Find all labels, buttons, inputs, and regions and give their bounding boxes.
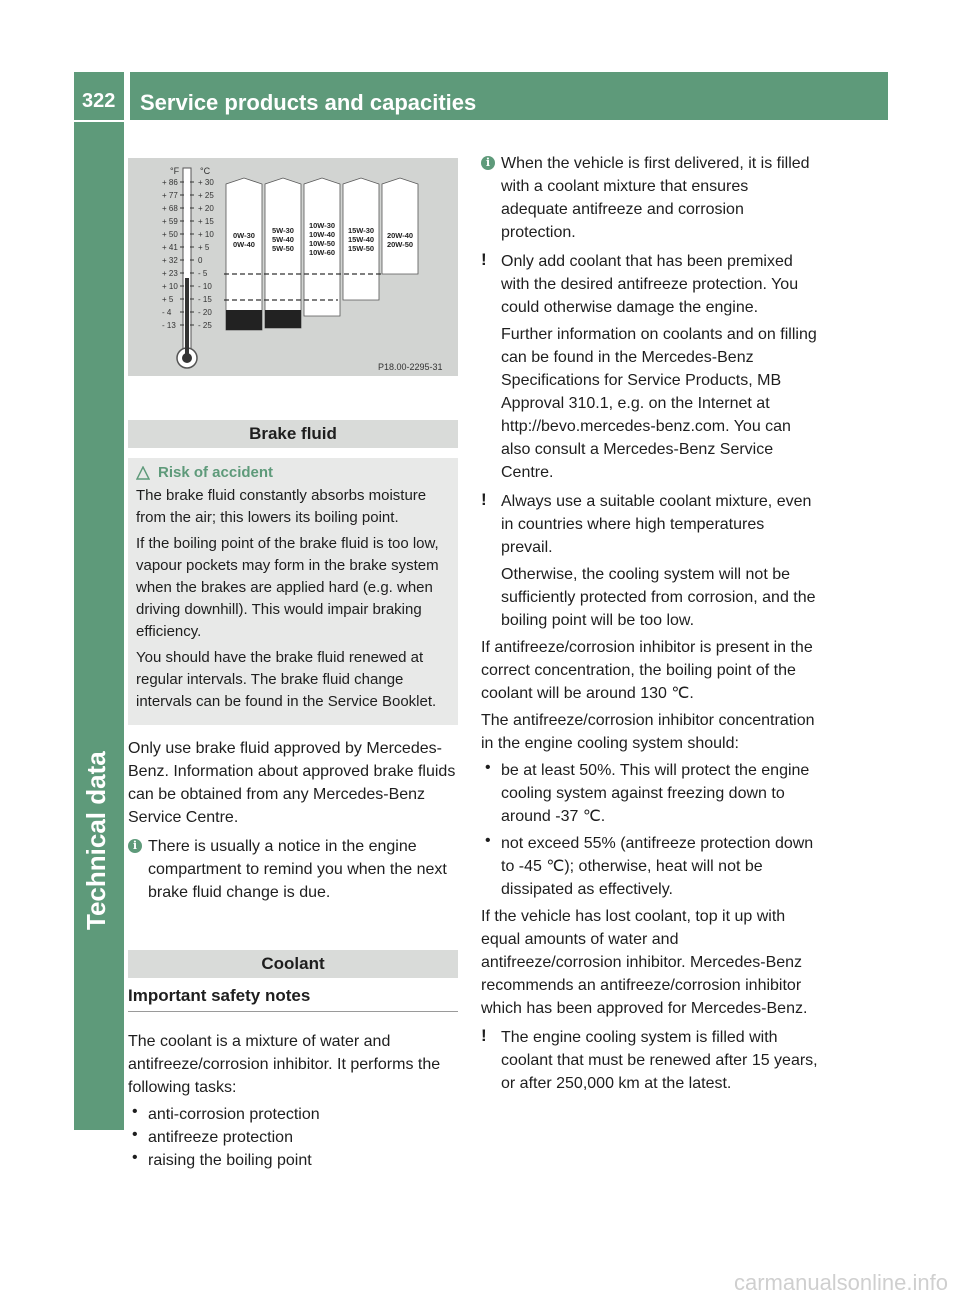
page-title: Service products and capacities: [140, 90, 477, 115]
grade-label: 10W-40: [308, 230, 336, 239]
page-number: 322: [82, 90, 116, 112]
page-number-box: [74, 72, 124, 120]
f-tick-label: - 13: [162, 321, 176, 330]
list-item-text: raising the boiling point: [148, 1152, 312, 1169]
figure-ref: P18.00-2295-31: [378, 362, 443, 372]
list-item-text: anti-corrosion protection: [148, 1106, 320, 1123]
grade-label: 10W-60: [308, 248, 336, 257]
f-tick-label: + 5: [162, 295, 174, 304]
f-tick-label: + 68: [162, 204, 178, 213]
boiling-point-paragraph: If antifreeze/corrosion inhibitor is present in the correct concentration, the boiling point of the coolant will be around 130 ℃.: [481, 639, 813, 702]
list-item-text: antifreeze protection: [148, 1129, 293, 1146]
c-tick-label: - 20: [198, 308, 212, 317]
caution-text: The engine cooling system is filled with coolant that must be renewed after 15 years, or after 250,000 km at the latest.: [501, 1029, 818, 1092]
grade-label: 5W-50: [272, 244, 294, 253]
grade-label: 20W-50: [386, 240, 414, 249]
coolant-heading-bar: [128, 950, 458, 978]
f-tick-label: + 86: [162, 178, 178, 187]
right-column: [481, 152, 819, 1095]
viscosity-chart: [128, 158, 458, 376]
brake-fluid-heading: Brake fluid: [249, 424, 337, 443]
watermark: carmanualsonline.info: [733, 1270, 948, 1295]
exclamation-icon: !: [481, 490, 487, 509]
list-item: • raising the boiling point: [128, 1149, 458, 1172]
top-up-paragraph: If the vehicle has lost coolant, top it up with equal amounts of water and antifreeze/corrosion inhibitor. Mercedes-Benz recommends an antifreeze/corrosion inhibitor which has been approved for Mercedes-Benz.: [481, 908, 808, 1017]
caution-more-text: Further information on coolants and on filling can be found in the Mercedes-Benz Specifications for Service Products, MB Approval 310.1, e.g. on the Internet at http://bevo.mercedes-benz.com. You can also consult a Mercedes-Benz Service Centre.: [501, 326, 817, 481]
coolant-subheading: Important safety notes: [128, 986, 311, 1005]
brake-info-note: [128, 835, 458, 904]
grade-bar: [382, 178, 418, 274]
list-item: • antifreeze protection: [128, 1126, 458, 1149]
celsius-scale: [190, 178, 214, 330]
header-bar: [130, 72, 888, 120]
f-tick-label: + 32: [162, 256, 178, 265]
thermometer-level: [185, 278, 189, 354]
c-tick-label: + 30: [198, 178, 214, 187]
f-tick-label: + 77: [162, 191, 178, 200]
caution-text: Only add coolant that has been premixed with the desired antifreeze protection. You could otherwise damage the engine.: [501, 253, 799, 316]
grade-label: 10W-30: [308, 221, 336, 230]
info-note-text: When the vehicle is first delivered, it is filled with a coolant mixture that ensures adequate antifreeze and corrosion protection.: [501, 155, 810, 241]
list-item-text: be at least 50%. This will protect the engine cooling system against freezing down to around -37 ℃.: [501, 762, 810, 825]
c-tick-label: + 10: [198, 230, 214, 239]
info-icon: i: [481, 156, 495, 170]
c-tick-label: + 20: [198, 204, 214, 213]
info-icon: i: [128, 839, 142, 853]
brake-fluid-paragraph: Only use brake fluid approved by Mercedes-Benz. Information about approved brake fluids can be obtained from any Mercedes-Benz Service Centre.: [128, 740, 456, 826]
c-tick-label: + 5: [198, 243, 210, 252]
brake-note-text: There is usually a notice in the engine compartment to remind you when the next brake fluid change is due.: [148, 838, 447, 901]
grade-label: 15W-40: [347, 235, 375, 244]
caution-note: [481, 1026, 819, 1095]
warning-box: [128, 458, 458, 725]
task-list: [128, 1103, 458, 1172]
side-tab-label: Technical data: [81, 751, 111, 930]
side-tab: [74, 122, 124, 1130]
grade-label: 5W-30: [272, 226, 294, 235]
thermometer-bulb-fill: [182, 353, 192, 363]
grade-bar-low-fill: [226, 310, 262, 330]
info-note: [481, 152, 819, 244]
concentration-paragraph: The antifreeze/corrosion inhibitor concentration in the engine cooling system should:: [481, 712, 815, 752]
grade-label: 15W-50: [347, 244, 375, 253]
caution-text: Always use a suitable coolant mixture, even in countries where high temperatures prevail.: [501, 493, 812, 556]
exclamation-icon: !: [481, 250, 487, 269]
grade-bars: [226, 178, 418, 330]
warning-title-text: Risk of accident: [158, 464, 274, 481]
c-tick-label: - 10: [198, 282, 212, 291]
warning-triangle-icon: [136, 466, 150, 480]
c-tick-label: + 15: [198, 217, 214, 226]
grade-bar: [265, 178, 301, 328]
grade-bar: [226, 178, 262, 330]
grade-label: 20W-40: [386, 231, 414, 240]
f-tick-label: + 23: [162, 269, 178, 278]
warning-paragraph: You should have the brake fluid renewed at regular intervals. The brake fluid change intervals can be found in the Service Booklet.: [136, 649, 437, 710]
c-tick-label: + 25: [198, 191, 214, 200]
c-label: °C: [200, 166, 211, 176]
list-item-text: not exceed 55% (antifreeze protection down to -45 ℃); otherwise, heat will not be dissipated as effectively.: [501, 835, 814, 898]
warning-paragraph: If the boiling point of the brake fluid is too low, vapour pockets may form in the brake system when the brakes are applied hard (e.g. when driving downhill). This would impair braking efficiency.: [136, 535, 439, 640]
list-item: • be at least 50%. This will protect the engine cooling system against freezing down to around -37 ℃.: [481, 759, 819, 828]
coolant-heading: Coolant: [261, 954, 325, 973]
grade-label: 5W-40: [272, 235, 294, 244]
fahrenheit-scale: [162, 178, 184, 330]
warning-paragraph: The brake fluid constantly absorbs moisture from the air; this lowers its boiling point.: [136, 487, 427, 526]
grade-bar-low-fill: [265, 310, 301, 328]
c-tick-label: - 5: [198, 269, 208, 278]
f-tick-label: + 59: [162, 217, 178, 226]
c-tick-label: - 15: [198, 295, 212, 304]
caution-note: [481, 250, 819, 319]
f-label: °F: [170, 166, 180, 176]
brake-fluid-heading-bar: [128, 420, 458, 448]
exclamation-icon: !: [481, 1026, 487, 1045]
list-item: • anti-corrosion protection: [128, 1103, 458, 1126]
grade-label: 15W-30: [347, 226, 375, 235]
f-tick-label: + 41: [162, 243, 178, 252]
viscosity-chart-figure: [128, 158, 458, 376]
f-tick-label: + 50: [162, 230, 178, 239]
caution-note: [481, 490, 819, 559]
f-tick-label: - 4: [162, 308, 172, 317]
warning-title: [136, 464, 450, 481]
list-item: • not exceed 55% (antifreeze protection down to -45 ℃); otherwise, heat will not be dissipated as effectively.: [481, 832, 819, 901]
f-tick-label: + 10: [162, 282, 178, 291]
grade-label: 0W-30: [233, 231, 255, 240]
c-tick-label: 0: [198, 256, 203, 265]
coolant-intro: The coolant is a mixture of water and antifreeze/corrosion inhibitor. It performs the following tasks:: [128, 1033, 441, 1096]
caution-more-text: Otherwise, the cooling system will not be sufficiently protected from corrosion, and the boiling point will be too low.: [501, 566, 816, 629]
concentration-list: [481, 759, 819, 901]
subheading-rule: [128, 984, 458, 1012]
c-tick-label: - 25: [198, 321, 212, 330]
grade-label: 0W-40: [233, 240, 255, 249]
grade-label: 10W-50: [308, 239, 336, 248]
left-column: [128, 420, 458, 1172]
